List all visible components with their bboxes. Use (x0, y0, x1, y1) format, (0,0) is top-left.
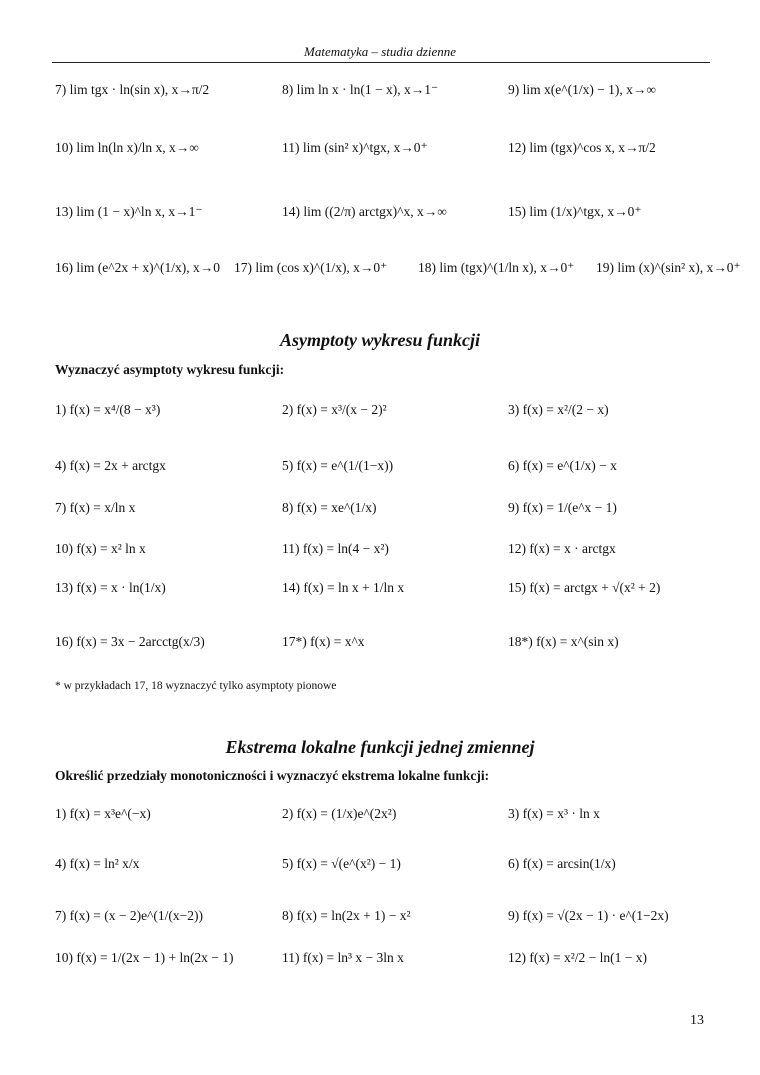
function-item: 3) f(x) = x²/(2 − x) (508, 402, 609, 417)
limit-item: 16) lim (e^2x + x)^(1/x), x→0 (55, 260, 221, 275)
function-item: 9) f(x) = 1/(e^x − 1) (508, 500, 617, 515)
function-item: 1) f(x) = x⁴/(8 − x³) (55, 402, 161, 417)
limit-item: 15) lim (1/x)^tgx, x→0⁺ (508, 204, 642, 219)
function-item: 11) f(x) = ln³ x − 3ln x (282, 950, 404, 965)
limit-item: 19) lim (x)^(sin² x), x→0⁺ (596, 260, 741, 275)
limit-item: 17) lim (cos x)^(1/x), x→0⁺ (234, 260, 388, 275)
limit-item: 9) lim x(e^(1/x) − 1), x→∞ (508, 82, 657, 97)
function-item: 4) f(x) = ln² x/x (55, 856, 140, 871)
instruction-ekstrema: Określić przedziały monotoniczności i wyznaczyć ekstrema lokalne funkcji: (55, 768, 490, 783)
limit-item: 11) lim (sin² x)^tgx, x→0⁺ (282, 140, 428, 155)
function-item: 14) f(x) = ln x + 1/ln x (282, 580, 405, 595)
running-header: Matematyka – studia dzienne (304, 44, 456, 59)
function-item: 5) f(x) = e^(1/(1−x)) (282, 458, 394, 473)
function-item: 2) f(x) = x³/(x − 2)² (282, 402, 387, 417)
function-item: 9) f(x) = √(2x − 1) · e^(1−2x) (508, 908, 669, 923)
function-item: 16) f(x) = 3x − 2arcctg(x/3) (55, 634, 205, 649)
function-item: 7) f(x) = (x − 2)e^(1/(x−2)) (55, 908, 203, 923)
function-item: 4) f(x) = 2x + arctgx (55, 458, 166, 473)
limit-item: 13) lim (1 − x)^ln x, x→1⁻ (55, 204, 203, 219)
footnote: * w przykładach 17, 18 wyznaczyć tylko asymptoty pionowe (55, 680, 337, 692)
function-item: 12) f(x) = x²/2 − ln(1 − x) (508, 950, 647, 965)
function-item: 8) f(x) = ln(2x + 1) − x² (282, 908, 411, 923)
function-item: 12) f(x) = x · arctgx (508, 541, 616, 556)
limit-item: 8) lim ln x · ln(1 − x), x→1⁻ (282, 82, 439, 97)
function-item: 11) f(x) = ln(4 − x²) (282, 541, 389, 556)
section-title-asymptoty: Asymptoty wykresu funkcji (279, 330, 480, 350)
limit-item: 18) lim (tgx)^(1/ln x), x→0⁺ (418, 260, 575, 275)
function-item: 10) f(x) = x² ln x (55, 541, 146, 556)
function-item: 2) f(x) = (1/x)e^(2x²) (282, 806, 397, 821)
limit-item: 7) lim tgx · ln(sin x), x→π/2 (55, 82, 210, 97)
function-item: 1) f(x) = x³e^(−x) (55, 806, 151, 821)
function-item: 15) f(x) = arctgx + √(x² + 2) (508, 580, 661, 595)
limit-item: 14) lim ((2/π) arctgx)^x, x→∞ (282, 204, 447, 219)
function-item: 6) f(x) = e^(1/x) − x (508, 458, 617, 473)
function-item: 13) f(x) = x · ln(1/x) (55, 580, 166, 595)
limit-item: 12) lim (tgx)^cos x, x→π/2 (508, 140, 656, 155)
function-item: 6) f(x) = arcsin(1/x) (508, 856, 616, 871)
function-item: 8) f(x) = xe^(1/x) (282, 500, 377, 515)
header-rule (52, 62, 710, 63)
instruction-asymptoty: Wyznaczyć asymptoty wykresu funkcji: (55, 362, 285, 377)
page-number: 13 (690, 1013, 704, 1028)
function-item: 10) f(x) = 1/(2x − 1) + ln(2x − 1) (55, 950, 234, 965)
section-title-ekstrema: Ekstrema lokalne funkcji jednej zmiennej (225, 737, 535, 757)
function-item: 17*) f(x) = x^x (282, 634, 365, 649)
function-item: 7) f(x) = x/ln x (55, 500, 136, 515)
function-item: 3) f(x) = x³ · ln x (508, 806, 600, 821)
limit-item: 10) lim ln(ln x)/ln x, x→∞ (55, 140, 199, 155)
function-item: 5) f(x) = √(e^(x²) − 1) (282, 856, 401, 871)
function-item: 18*) f(x) = x^(sin x) (508, 634, 619, 649)
